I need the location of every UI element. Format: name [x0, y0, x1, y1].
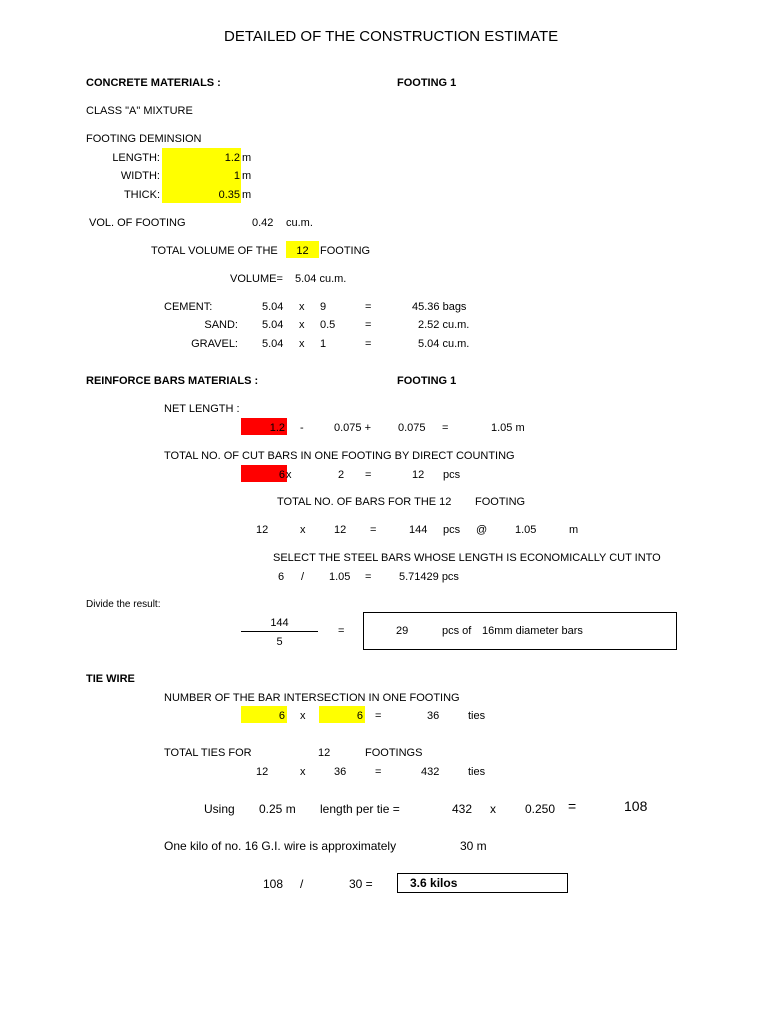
- width-unit: m: [242, 170, 252, 182]
- thick-label: THICK:: [123, 189, 160, 201]
- total-ties-count: 12: [318, 747, 331, 759]
- int-result: 36: [427, 710, 440, 722]
- length-label: LENGTH:: [112, 152, 160, 164]
- tb-x: x: [300, 524, 306, 536]
- total-ties-footings: FOOTINGS: [365, 747, 423, 759]
- total-volume-label: TOTAL VOLUME OF THE: [151, 245, 278, 257]
- tt-result: 432: [421, 766, 440, 778]
- final-a: 108: [263, 877, 284, 891]
- tt-unit: ties: [468, 766, 486, 778]
- tb-m: m: [569, 524, 579, 536]
- cut-b: 2: [338, 469, 345, 481]
- gravel-label: GRAVEL:: [191, 338, 238, 350]
- sand-b: 0.5: [320, 319, 336, 331]
- tie-heading: TIE WIRE: [86, 673, 135, 685]
- sand-x: x: [299, 319, 305, 331]
- cut-a: 6: [278, 469, 285, 481]
- length-unit: m: [242, 152, 252, 164]
- rebar-footing-label: FOOTING 1: [397, 375, 457, 387]
- gravel-eq: =: [365, 338, 372, 350]
- width-value: 1: [233, 170, 240, 182]
- tb-a: 12: [256, 524, 269, 536]
- sel-eq: =: [365, 571, 372, 583]
- using-result: 108: [624, 798, 648, 814]
- using-desc: length per tie =: [320, 802, 400, 816]
- cement-x: x: [299, 301, 305, 313]
- cement-b: 9: [320, 301, 327, 313]
- sel-div: /: [301, 571, 305, 583]
- net-a: 1.2: [269, 422, 285, 434]
- kilo-label: One kilo of no. 16 G.I. wire is approximately: [164, 839, 397, 853]
- sand-eq: =: [365, 319, 372, 331]
- net-result: 1.05 m: [491, 422, 525, 434]
- result-desc: 16mm diameter bars: [482, 625, 583, 637]
- net-b: 0.075 +: [334, 422, 372, 434]
- total-bars-footing: FOOTING: [475, 496, 526, 508]
- thick-unit: m: [242, 189, 252, 201]
- net-eq: =: [442, 422, 449, 434]
- cement-result: 45.36 bags: [412, 301, 467, 313]
- vol-value: 0.42: [252, 217, 274, 229]
- tb-eq: =: [370, 524, 377, 536]
- using-label: Using: [204, 802, 235, 816]
- sand-label: SAND:: [204, 319, 238, 331]
- kilo-value: 30 m: [460, 839, 487, 853]
- divide-label: Divide the result:: [86, 599, 161, 610]
- page-title: DETAILED OF THE CONSTRUCTION ESTIMATE: [224, 28, 559, 45]
- cut-eq: =: [365, 469, 372, 481]
- volume-label: VOLUME=: [230, 273, 283, 285]
- cement-eq: =: [365, 301, 372, 313]
- sand-result: 2.52 cu.m.: [418, 319, 470, 331]
- int-eq: =: [375, 710, 382, 722]
- rebar-heading: REINFORCE BARS MATERIALS :: [86, 375, 259, 387]
- using-x: x: [490, 802, 496, 816]
- gravel-x: x: [299, 338, 305, 350]
- volume-value: 5.04 cu.m.: [295, 273, 347, 285]
- tt-eq: =: [375, 766, 382, 778]
- tb-at: @: [476, 524, 488, 536]
- using-b: 0.250: [525, 802, 556, 816]
- gravel-result: 5.04 cu.m.: [418, 338, 470, 350]
- cut-x: x: [286, 469, 292, 481]
- int-unit: ties: [468, 710, 486, 722]
- net-length-label: NET LENGTH :: [164, 403, 240, 415]
- dimension-label: FOOTING DEMINSION: [86, 133, 202, 145]
- intersection-label: NUMBER OF THE BAR INTERSECTION IN ONE FOOTING: [164, 692, 460, 704]
- total-ties-label: TOTAL TIES FOR: [164, 747, 252, 759]
- cut-bars-label: TOTAL NO. OF CUT BARS IN ONE FOOTING BY DIRECT COUNTING: [164, 450, 515, 462]
- int-x: x: [300, 710, 306, 722]
- int-a: 6: [278, 710, 285, 722]
- vol-unit: cu.m.: [286, 217, 313, 229]
- tb-b: 12: [334, 524, 347, 536]
- cut-unit: pcs: [443, 469, 461, 481]
- tt-x: x: [300, 766, 306, 778]
- final-div: /: [300, 877, 304, 891]
- using-len: 0.25 m: [259, 802, 296, 816]
- using-eq: =: [568, 798, 577, 814]
- length-value: 1.2: [224, 152, 240, 164]
- concrete-footing-label: FOOTING 1: [397, 77, 457, 89]
- tt-a: 12: [256, 766, 269, 778]
- tb-len: 1.05: [515, 524, 537, 536]
- frac-eq: =: [338, 625, 345, 637]
- vol-label: VOL. OF FOOTING: [89, 217, 186, 229]
- class-mixture: CLASS "A" MIXTURE: [86, 105, 193, 117]
- cut-result: 12: [412, 469, 425, 481]
- select-label: SELECT THE STEEL BARS WHOSE LENGTH IS ECONOMICALLY CUT INTO: [273, 552, 661, 564]
- net-minus: -: [300, 422, 304, 434]
- final-result: 3.6 kilos: [410, 876, 458, 890]
- total-volume-count: 12: [296, 245, 309, 257]
- int-b: 6: [356, 710, 363, 722]
- using-a: 432: [452, 802, 473, 816]
- gravel-b: 1: [320, 338, 327, 350]
- concrete-heading: CONCRETE MATERIALS :: [86, 77, 221, 89]
- sel-a: 6: [278, 571, 285, 583]
- tb-result: 144: [409, 524, 428, 536]
- tb-unit: pcs: [443, 524, 461, 536]
- gravel-a: 5.04: [262, 338, 284, 350]
- fraction-bar: [241, 631, 318, 632]
- cement-a: 5.04: [262, 301, 284, 313]
- thick-value: 0.35: [218, 189, 240, 201]
- cement-label: CEMENT:: [164, 301, 213, 313]
- result-unit: pcs of: [442, 625, 472, 637]
- frac-num: 144: [270, 617, 289, 629]
- final-b: 30 =: [349, 877, 373, 891]
- tt-b: 36: [334, 766, 347, 778]
- width-label: WIDTH:: [120, 170, 160, 182]
- net-c: 0.075: [398, 422, 426, 434]
- sel-result: 5.71429 pcs: [399, 571, 459, 583]
- total-volume-footing: FOOTING: [320, 245, 371, 257]
- frac-den: 5: [276, 636, 283, 648]
- sand-a: 5.04: [262, 319, 284, 331]
- result-count: 29: [396, 625, 409, 637]
- sel-b: 1.05: [329, 571, 351, 583]
- total-bars-label: TOTAL NO. OF BARS FOR THE 12: [277, 496, 452, 508]
